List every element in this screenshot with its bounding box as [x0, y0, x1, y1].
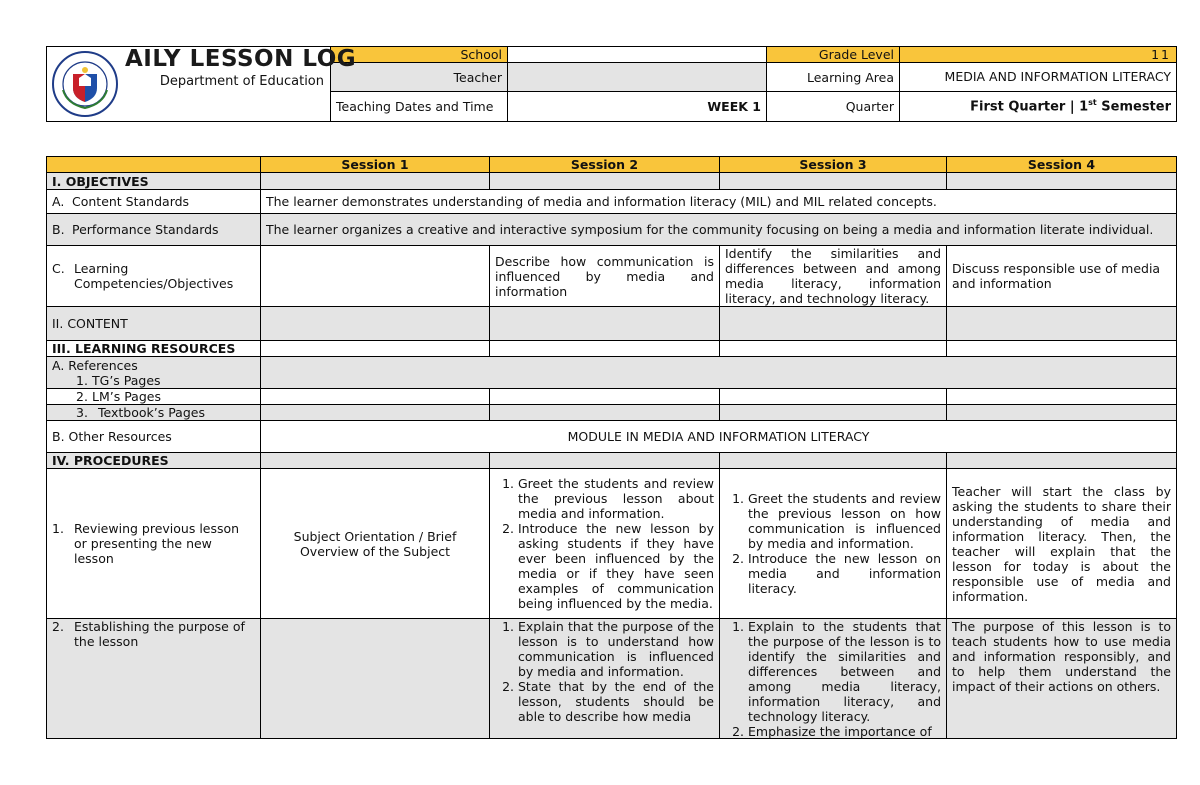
list-item: 2. Introduce the new lesson by asking students if they have ever been influenced by the media or if they have seen examples of communication being influenced by the media. — [518, 521, 714, 611]
resources-heading: III. LEARNING RESOURCES — [47, 341, 261, 357]
lesson-log-table — [46, 156, 1177, 739]
dates-label: Teaching Dates and Time — [331, 92, 508, 122]
purpose-s2 — [490, 619, 720, 739]
learning-area-value[interactable]: MEDIA AND INFORMATION LITERACY — [900, 63, 1177, 92]
content-standards-text: The learner demonstrates understanding of media and information literacy (MIL) and MIL related concepts. — [261, 190, 1177, 214]
corner-cell — [47, 157, 261, 173]
content-heading: II. CONTENT — [47, 307, 261, 341]
teacher-value[interactable] — [508, 63, 767, 92]
session-2-header: Session 2 — [490, 157, 720, 173]
performance-standards-label: B. Performance Standards — [47, 214, 261, 246]
content-standards-label: A. Content Standards — [47, 190, 261, 214]
reviewing-s1: Subject Orientation / Brief Overview of the Subject — [261, 469, 490, 619]
quarter-label: Quarter — [767, 92, 900, 122]
lm-pages-label: 2. LM’s Pages — [47, 389, 261, 405]
reviewing-row — [47, 469, 1177, 619]
competencies-label: C. Learning Competencies/Objectives — [47, 246, 261, 307]
list-item: 2. Emphasize the importance of — [748, 724, 941, 739]
teacher-label: Teacher — [331, 63, 508, 92]
competencies-row — [47, 246, 1177, 307]
school-value[interactable] — [508, 47, 767, 63]
list-item: 1. Greet the students and review the previous lesson on how communication is influenced by media and information. — [748, 491, 941, 551]
learning-area-label: Learning Area — [767, 63, 900, 92]
session-header-row — [47, 157, 1177, 173]
reviewing-s2 — [490, 469, 720, 619]
school-label: School — [331, 47, 508, 63]
purpose-label: 2. Establishing the purpose of the lesson — [47, 619, 261, 739]
grade-level-label: Grade Level — [767, 47, 900, 63]
grade-level-value[interactable]: 11 — [900, 47, 1177, 63]
performance-standards-text: The learner organizes a creative and interactive symposium for the community focusing on being a media and information literate individual. — [261, 214, 1177, 246]
list-item: 1. Explain that the purpose of the lesson is to understand how communication is influenced by media and information. — [518, 619, 714, 679]
textbook-pages-row — [47, 405, 1177, 421]
reviewing-label: 1. Reviewing previous lesson or presenting the new lesson — [47, 469, 261, 619]
purpose-s4: The purpose of this lesson is to teach students how to use media and information responsibly, and to help them understand the impact of their actions on others. — [947, 619, 1177, 739]
other-resources-label: B. Other Resources — [47, 421, 261, 453]
resources-row — [47, 341, 1177, 357]
purpose-row — [47, 619, 1177, 739]
objectives-heading: I. OBJECTIVES — [47, 173, 261, 190]
lm-pages-row — [47, 389, 1177, 405]
list-item: 1. Greet the students and review the previous lesson about media and information. — [518, 476, 714, 521]
competencies-s2: Describe how communication is influenced by media and information — [490, 246, 720, 307]
objectives-row — [47, 173, 1177, 190]
procedures-heading: IV. PROCEDURES — [47, 453, 261, 469]
procedures-row — [47, 453, 1177, 469]
session-1-header: Session 1 — [261, 157, 490, 173]
competencies-s3: Identify the similarities and differences between and among media literacy, information literacy, and technology literacy. — [720, 246, 947, 307]
other-resources-text: MODULE IN MEDIA AND INFORMATION LITERACY — [261, 421, 1177, 453]
textbook-pages-label: 3. Textbook’s Pages — [47, 405, 261, 421]
reviewing-s3 — [720, 469, 947, 619]
deped-seal-icon — [51, 50, 119, 118]
content-row — [47, 307, 1177, 341]
other-resources-row — [47, 421, 1177, 453]
list-item: 2. Introduce the new lesson on media and information literacy. — [748, 551, 941, 596]
performance-standards-row — [47, 214, 1177, 246]
brand-title: AILY LESSON LOG — [125, 46, 357, 72]
quarter-value[interactable]: First Quarter | 1st Semester — [900, 92, 1177, 122]
content-standards-row — [47, 190, 1177, 214]
references-label: A. References 1. TG’s Pages — [47, 357, 261, 389]
competencies-s4: Discuss responsible use of media and information — [947, 246, 1177, 307]
list-item: 2. State that by the end of the lesson, students should be able to describe how media — [518, 679, 714, 724]
header-table — [46, 46, 1177, 122]
purpose-s3 — [720, 619, 947, 739]
dates-value[interactable]: WEEK 1 — [508, 92, 767, 122]
references-row — [47, 357, 1177, 389]
reviewing-s4: Teacher will start the class by asking the students to share their understanding of media and information literacy. Then, the teacher will explain that the lesson for today is about the responsible use of media and information. — [947, 469, 1177, 619]
brand-subtitle: Department of Education — [159, 74, 324, 89]
list-item: 1. Explain to the students that the purpose of the lesson is to identify the similarities and differences between and among media literacy, information literacy, and technology literacy. — [748, 619, 941, 724]
brand-cell — [47, 46, 357, 122]
session-4-header: Session 4 — [947, 157, 1177, 173]
session-3-header: Session 3 — [720, 157, 947, 173]
